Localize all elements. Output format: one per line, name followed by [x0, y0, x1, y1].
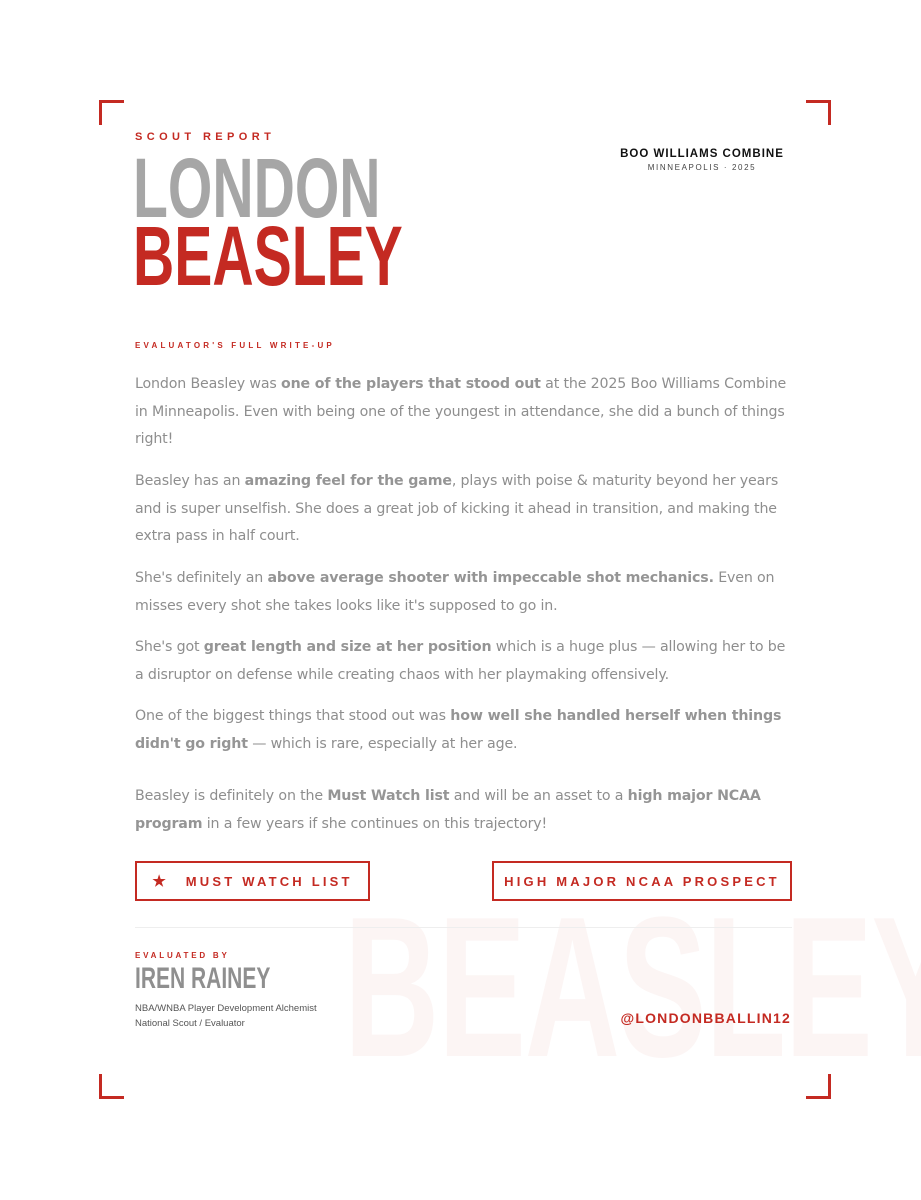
- body-text: — which is rare, especially at her age.: [247, 735, 518, 752]
- body-text: London Beasley was: [135, 376, 281, 392]
- body-text: , plays with poise & maturity beyond her years and is super unselfish. She does a great job of kicking it ahead in transition, and making the extra pass in half court.: [135, 473, 779, 544]
- emphasis-text: amazing feel for the game: [244, 473, 452, 489]
- emphasis-text: high major NCAA program: [135, 788, 761, 832]
- emphasis-text: Must Watch list: [327, 788, 450, 804]
- prospect-label: HIGH MAJOR NCAA PROSPECT: [504, 873, 780, 889]
- evaluated-by-label: EVALUATED BY: [135, 951, 230, 960]
- divider: [135, 927, 792, 928]
- star-icon: ★: [152, 873, 166, 890]
- writeup-paragraph: [135, 371, 795, 454]
- event-info: [612, 148, 792, 172]
- writeup-paragraph: [135, 565, 795, 620]
- event-title: BOO WILLIAMS COMBINE: [620, 148, 784, 160]
- social-handle: @LONDONBBALLIN12: [620, 1010, 791, 1026]
- writeup-paragraph: [135, 468, 795, 551]
- body-text: Beasley is definitely on the: [135, 788, 328, 804]
- evaluator-role: National Scout / Evaluator: [135, 1018, 245, 1029]
- body-text: She's got: [135, 639, 204, 655]
- emphasis-text: one of the players that stood out: [281, 376, 541, 392]
- body-text: which is a huge plus — allowing her to be a disruptor on defense while creating chaos with her playmaking offensively.: [135, 639, 786, 683]
- body-text: Beasley has an: [135, 473, 245, 489]
- corner-bracket-top-left: [99, 100, 124, 125]
- event-location-year: MINNEAPOLIS · 2025: [647, 163, 757, 172]
- body-text: She's definitely an: [135, 570, 268, 586]
- report-kicker: SCOUT REPORT: [135, 131, 276, 143]
- section-label: EVALUATOR'S FULL WRITE-UP: [135, 341, 335, 350]
- prospect-badge: [492, 861, 792, 901]
- body-text: in a few years if she continues on this trajectory!: [202, 815, 548, 832]
- watermark: [344, 888, 921, 1088]
- emphasis-text: above average shooter with impeccable shot mechanics.: [267, 570, 714, 586]
- writeup-paragraph: [135, 634, 795, 689]
- evaluator-title: NBA/WNBA Player Development Alchemist: [135, 1003, 317, 1014]
- player-first-name: LONDON: [133, 141, 381, 235]
- evaluator-name: IREN RAINEY: [135, 962, 271, 995]
- emphasis-text: great length and size at her position: [203, 639, 492, 655]
- body-text: Even on misses every shot she takes looks like it's supposed to go in.: [135, 570, 775, 614]
- must-watch-label: MUST WATCH LIST: [185, 873, 353, 889]
- body-text: One of the biggest things that stood out was: [135, 708, 451, 724]
- must-watch-badge: [135, 861, 370, 901]
- emphasis-text: how well she handled herself when things didn't go right: [135, 708, 782, 752]
- writeup-paragraph: [135, 703, 795, 758]
- writeup-paragraph: [135, 783, 795, 838]
- corner-bracket-bottom-left: [99, 1074, 124, 1099]
- corner-bracket-top-right: [806, 100, 831, 125]
- body-text: at the 2025 Boo Williams Combine in Minneapolis. Even with being one of the youngest in attendance, she did a bunch of things right!: [135, 376, 787, 447]
- player-last-name: BEASLEY: [133, 209, 403, 303]
- body-text: and will be an asset to a: [449, 788, 628, 804]
